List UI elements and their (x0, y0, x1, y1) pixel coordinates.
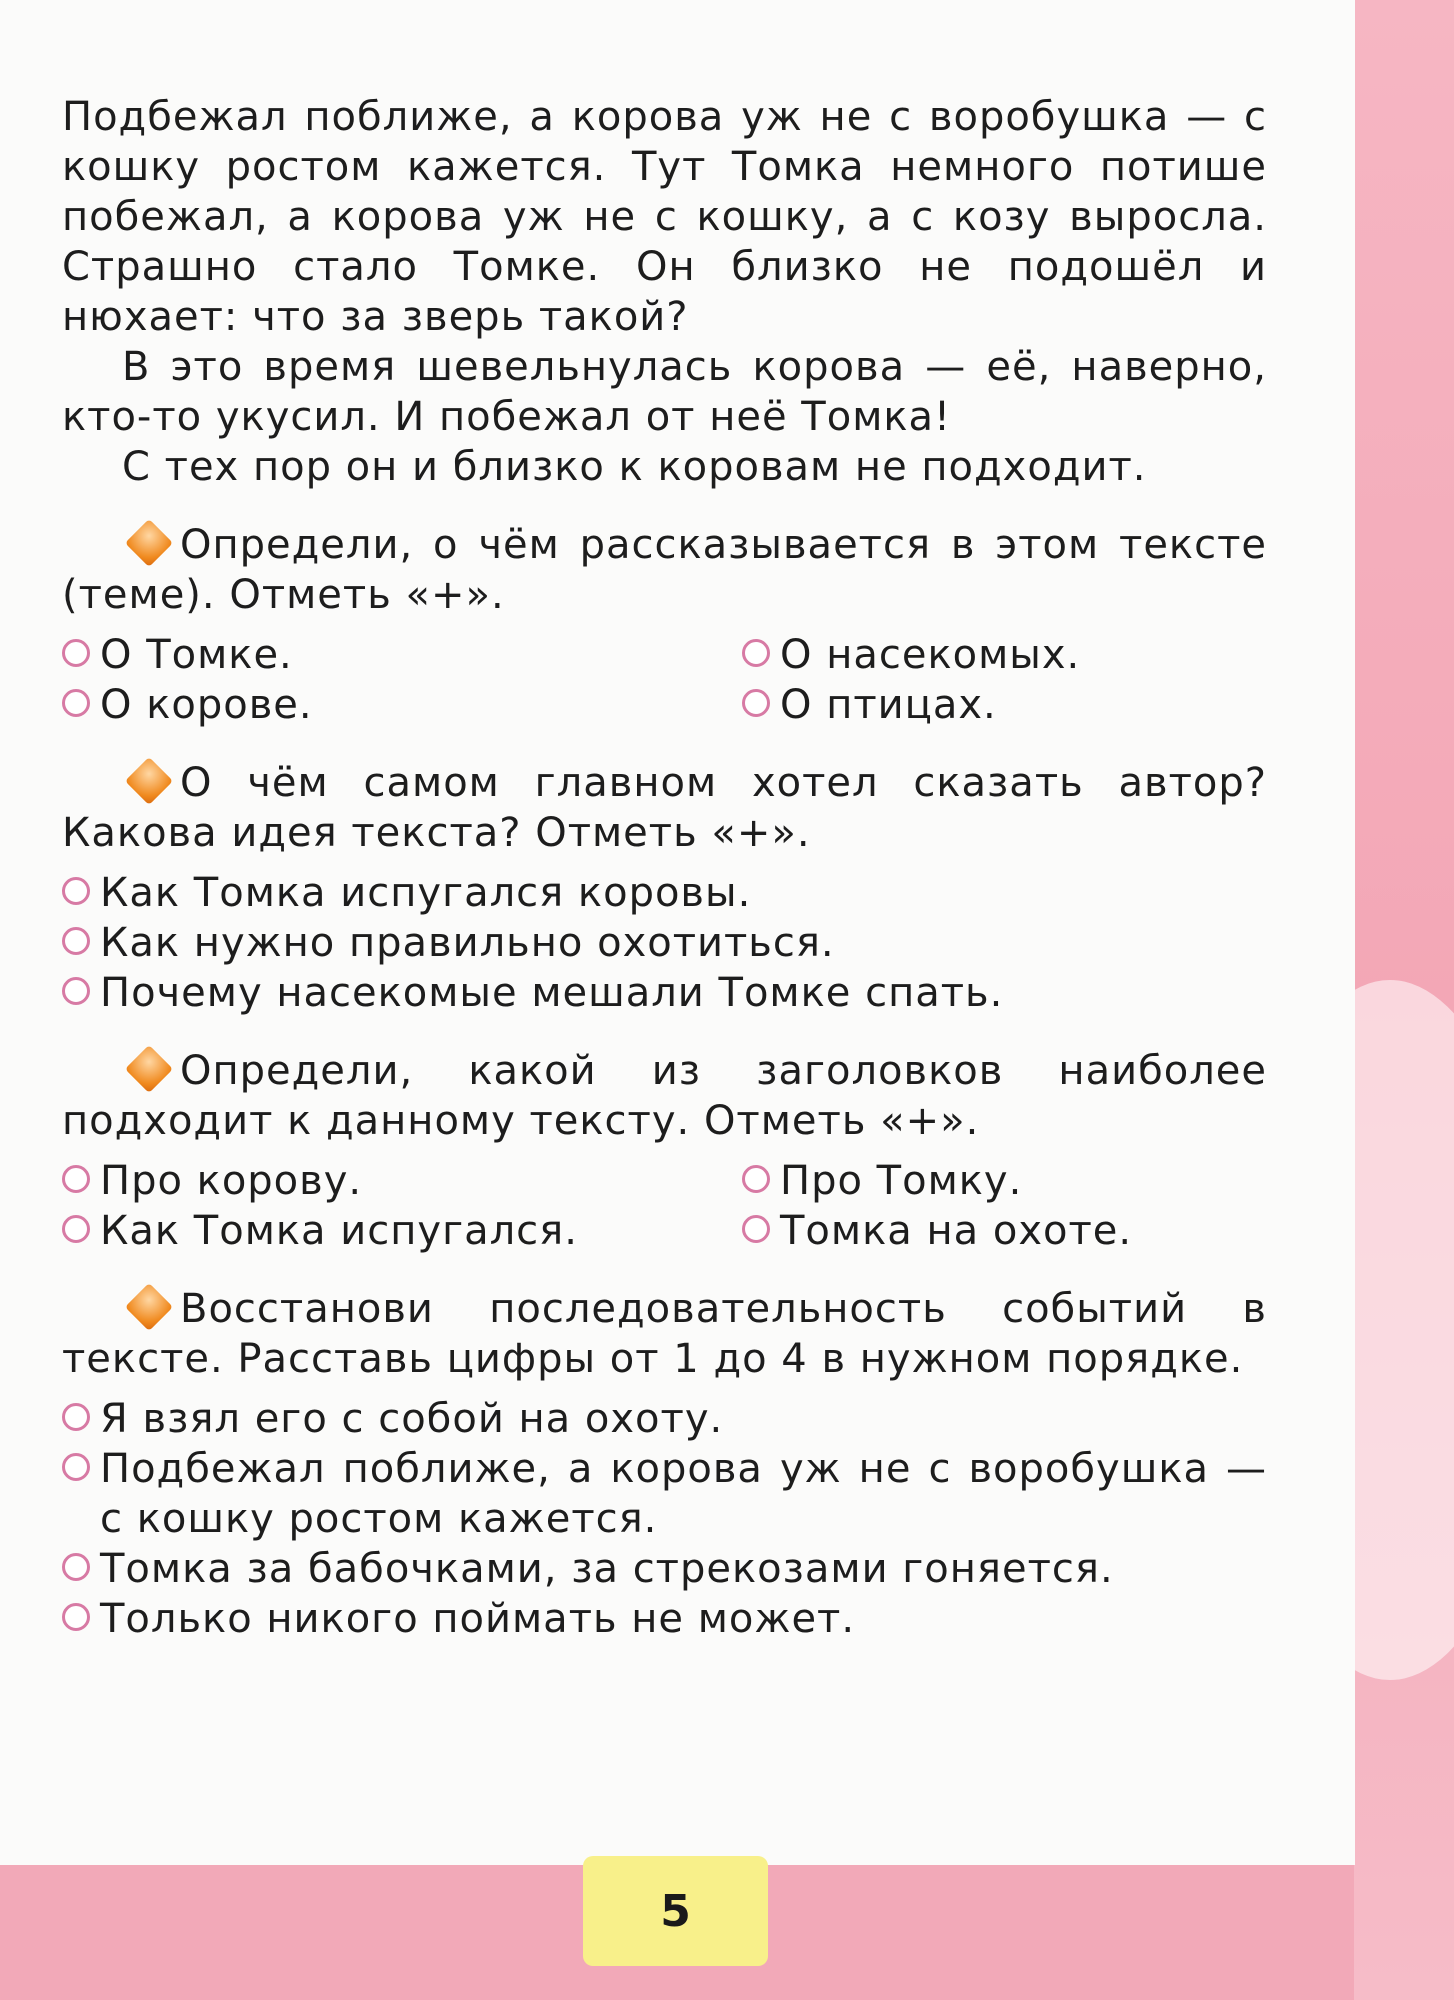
task-question-text: Определи, какой из заголовков наиболее подходит к данному тексту. Отметь «+». (62, 1048, 1267, 1144)
option-label: Как Томка испугался коровы. (100, 870, 752, 916)
answer-circle[interactable] (62, 1453, 90, 1481)
answer-circle[interactable] (62, 1165, 90, 1193)
option-label: Томка за бабочками, за стрекозами гоняется. (100, 1546, 1114, 1592)
option-item[interactable] (62, 918, 1267, 968)
option-item[interactable] (62, 868, 1267, 918)
story-paragraph-3: С тех пор он и близко к коровам не подходит. (122, 444, 1147, 490)
option-item[interactable] (62, 1544, 1267, 1594)
option-label: Как нужно правильно охотиться. (100, 920, 835, 966)
task-sequence (62, 1284, 1267, 1644)
answer-circle[interactable] (742, 639, 770, 667)
option-item[interactable] (62, 630, 742, 680)
option-label: Про Томку. (780, 1158, 1023, 1204)
answer-circle[interactable] (62, 639, 90, 667)
answer-circle[interactable] (62, 1553, 90, 1581)
story-paragraph-1: Подбежал поближе, а корова уж не с воробушка — с кошку ростом кажется. Тут Томка немного потише побежал, а корова уж не с кошку, а с козу выросла. Страшно стало Томке. Он близко не подошёл и нюхает: что за зверь такой? (62, 94, 1267, 340)
task-title (62, 1046, 1267, 1256)
option-label: Я взял его с собой на охоту. (100, 1396, 724, 1442)
task-question (62, 1284, 1267, 1384)
answer-circle[interactable] (62, 689, 90, 717)
story-paragraph-2: В это время шевельнулась корова — её, наверно, кто-то укусил. И побежал от неё Томка! (62, 344, 1267, 440)
task-question-text: Восстанови последовательность событий в тексте. Расставь цифры от 1 до 4 в нужном порядке. (62, 1286, 1267, 1382)
option-item[interactable] (742, 630, 1267, 680)
options-list (62, 630, 1267, 730)
option-item[interactable] (62, 1206, 742, 1256)
option-item[interactable] (62, 1156, 742, 1206)
option-item[interactable] (742, 1156, 1267, 1206)
diamond-bullet-icon (125, 1283, 173, 1331)
answer-circle[interactable] (742, 1165, 770, 1193)
answer-circle[interactable] (742, 1215, 770, 1243)
option-label: Томка на охоте. (780, 1208, 1133, 1254)
option-label: О корове. (100, 682, 313, 728)
page-number: 5 (583, 1856, 768, 1966)
option-label: Как Томка испугался. (100, 1208, 578, 1254)
answer-circle[interactable] (62, 927, 90, 955)
option-item[interactable] (742, 1206, 1267, 1256)
option-label: Про корову. (100, 1158, 363, 1204)
diamond-bullet-icon (125, 519, 173, 567)
task-idea (62, 758, 1267, 1018)
answer-circle[interactable] (62, 1403, 90, 1431)
story-text (62, 92, 1267, 492)
diamond-bullet-icon (125, 757, 173, 805)
page-content (62, 92, 1267, 1644)
task-question (62, 1046, 1267, 1146)
option-item[interactable] (62, 680, 742, 730)
options-list (62, 1394, 1267, 1644)
options-list (62, 868, 1267, 1018)
diamond-bullet-icon (125, 1045, 173, 1093)
task-question (62, 758, 1267, 858)
option-item[interactable] (62, 1594, 1267, 1644)
answer-circle[interactable] (742, 689, 770, 717)
task-topic (62, 520, 1267, 730)
option-label: О птицах. (780, 682, 997, 728)
options-list (62, 1156, 1267, 1256)
option-label: Почему насекомые мешали Томке спать. (100, 970, 1004, 1016)
answer-circle[interactable] (62, 877, 90, 905)
option-label: Подбежал поближе, а корова уж не с воробушка — с кошку ростом кажется. (100, 1446, 1267, 1542)
task-question (62, 520, 1267, 620)
option-item[interactable] (62, 968, 1267, 1018)
option-label: Только никого поймать не может. (100, 1596, 856, 1642)
option-item[interactable] (742, 680, 1267, 730)
option-label: О насекомых. (780, 632, 1081, 678)
option-item[interactable] (62, 1444, 1267, 1544)
answer-circle[interactable] (62, 1215, 90, 1243)
option-item[interactable] (62, 1394, 1267, 1444)
task-question-text: О чём самом главном хотел сказать автор? Какова идея текста? Отметь «+». (62, 760, 1267, 856)
option-label: О Томке. (100, 632, 293, 678)
task-question-text: Определи, о чём рассказывается в этом тексте (теме). Отметь «+». (62, 522, 1267, 618)
answer-circle[interactable] (62, 977, 90, 1005)
answer-circle[interactable] (62, 1603, 90, 1631)
